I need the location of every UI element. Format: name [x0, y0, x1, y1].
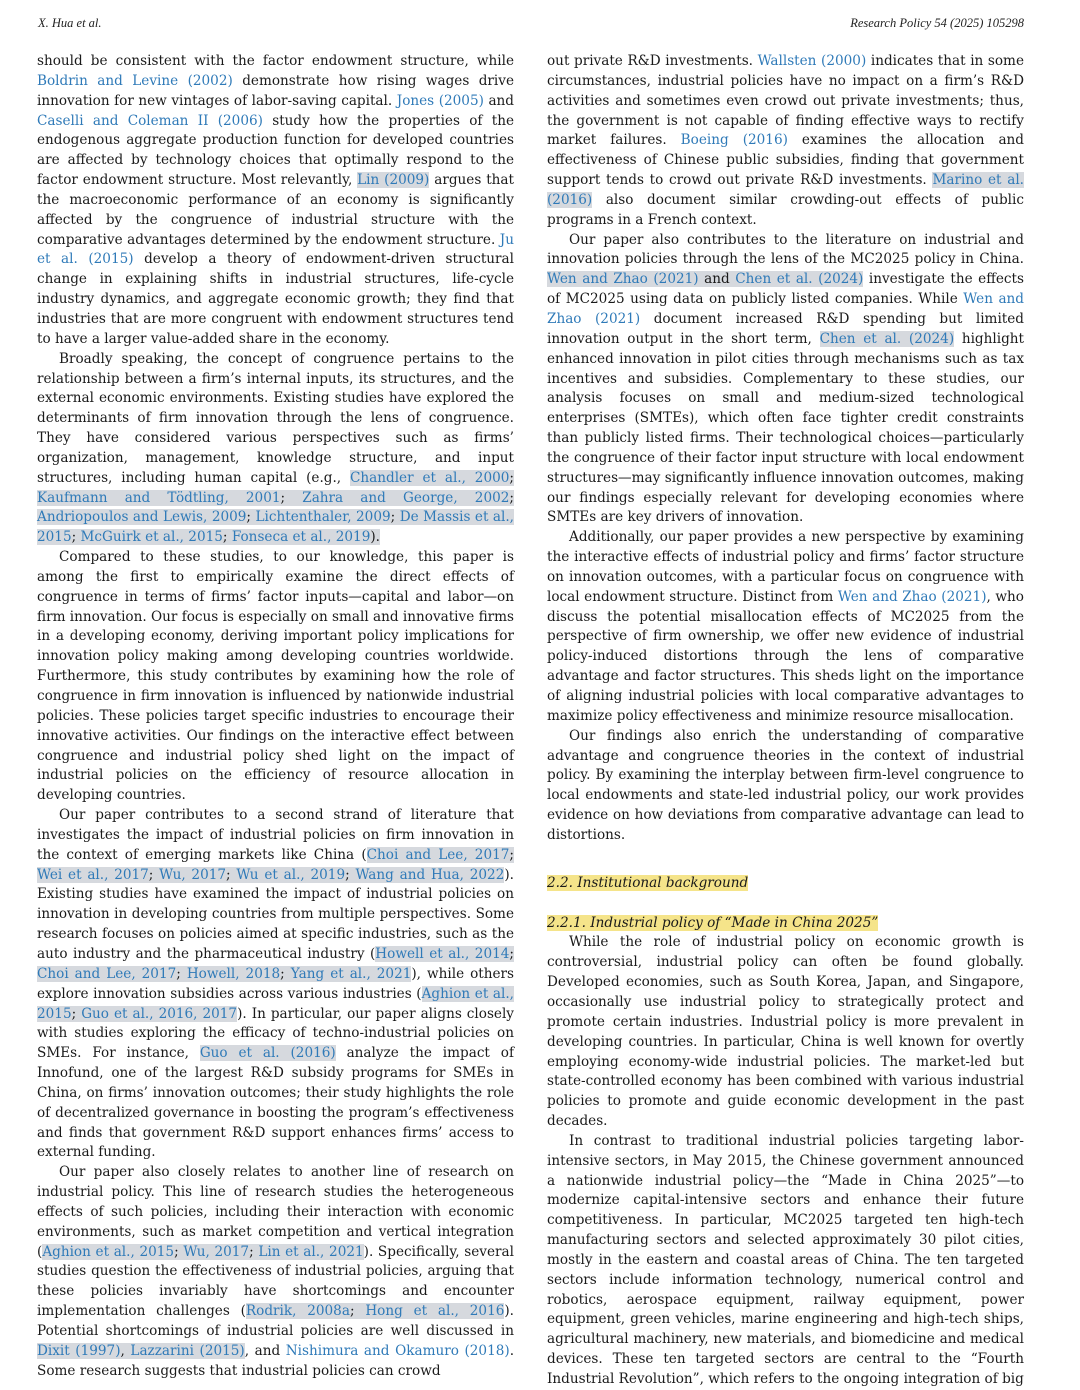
text: Our paper also contributes to the literature on industrial and innovation policies through the lens of the MC2025 policy in China.	[547, 231, 1024, 268]
text: ,	[120, 1342, 131, 1359]
text: document increased R&D spending but limited innovation output in the short term,	[547, 310, 1025, 347]
citation-link[interactable]: Lin (2009)	[357, 172, 430, 189]
citation-link[interactable]: Howell, 2018	[186, 965, 281, 982]
citation-link[interactable]: Guo et al., 2016, 2017	[81, 1005, 238, 1022]
citation-link[interactable]: Aghion et al., 2015	[37, 985, 514, 1022]
text: Our paper also closely relates to another line of research on industrial policy. This line of research studies the heterogeneous effects of such policies, including their interaction with economic environments, such as market competition and vertical integration (	[37, 1164, 514, 1260]
text: ;	[509, 489, 514, 506]
text: demonstrate how rising wages drive innovation for new vintages of labor-saving capital.	[37, 72, 514, 109]
citation-link[interactable]: Andriopoulos and Lewis, 2009	[37, 509, 247, 526]
text: out private R&D investments.	[547, 53, 758, 69]
citation-link[interactable]: Boeing (2016)	[680, 132, 788, 149]
text: analyze the impact of Innofund, one of the largest R&D subsidy programs for SMEs in China, on firms’ innovation outcomes; their study highlights the role of decentralized governance in boosting the program’s effectiveness and finds that government R&D support enhances firms’ access to external funding.	[37, 1045, 514, 1161]
citation-link[interactable]: De Massis et al., 2015	[37, 509, 515, 546]
citation-link[interactable]: Lichtenthaler, 2009	[255, 509, 391, 526]
paragraph	[37, 52, 514, 350]
citation-link[interactable]: Chen et al. (2024)	[819, 330, 955, 347]
citation-link[interactable]: Yang et al., 2021	[290, 965, 412, 982]
text: ;	[280, 965, 291, 982]
citation-link[interactable]: Nishimura and Okamuro (2018)	[285, 1342, 510, 1359]
section-heading	[547, 874, 1024, 894]
text: ;	[345, 866, 356, 883]
text: argues that the macroeconomic performance of an economy is significantly affected by the congruence of industrial structure with the comparative advantages determined by the endowment structure.	[37, 172, 514, 248]
paragraph	[547, 528, 1024, 726]
text: ;	[390, 509, 400, 526]
text: Broadly speaking, the concept of congruence pertains to the relationship between a firm’s internal inputs, its structures, and the external economic environments. Existing studies have explored the determinants of firm innovation through the lens of congruence. They have considered various perspectives such as firms’ organization, management, knowledge structure, and input structures, including human capital (e.g.,	[37, 350, 514, 486]
text: should be consistent with the factor endowment structure, while	[37, 53, 514, 69]
text: ;	[222, 529, 232, 546]
paragraph	[547, 52, 1024, 231]
subsection-title: 2.2.1. Industrial policy of “Made in China 2025”	[547, 914, 879, 931]
text: also document similar crowding-out effects of public programs in a French context.	[547, 191, 1024, 228]
text: ;	[349, 1303, 366, 1320]
text: study how the properties of the endogenous aggregate production function for developed countries are affected by technology choices that optimally respond to the factor endowment structure. Most relevantly,	[37, 112, 514, 189]
citation-link[interactable]: Fonseca et al., 2019	[231, 529, 371, 546]
text: ;	[226, 866, 237, 883]
paragraph: While the role of industrial policy on economic growth is controversial, industrial policy can often be found globally. Developed economies, such as South Korea, Japan, and Singapore, occasionally use industrial policy to strategically protect and promote certain industries. Industrial policy is more prevalent in developing countries. In particular, China is well known for overtly employing economy-wide industrial policies. The market-led but state-controlled economy has been combined with various industrial policies to promote and guide economic development in the past decades.	[547, 934, 1024, 1130]
text: and	[698, 271, 736, 288]
text: indicates that in some circumstances, industrial policies have no impact on a firm’s R&D activities and sometimes even crowd out private investments; thus, the government is not capable of finding effective ways to rectify market failures.	[547, 53, 1024, 149]
citation-link[interactable]: Chandler et al., 2000	[349, 469, 510, 486]
citation-link[interactable]: Wen and Zhao (2021)	[547, 271, 699, 288]
text: highlight enhanced innovation in pilot cities through mechanisms such as tax incentives and subsidies. Complementary to these studies, our analysis focuses on small and medium-sized technological enterprises (SMTEs), which often face tighter credit constraints than publicly listed firms. Their technological choices—particularly the congruence of their factor input structure with local endowment structures—may significantly influence innovation outcomes, making our findings especially relevant for developing economies where SMTEs are key drivers of innovation.	[547, 330, 1025, 526]
text: ;	[71, 529, 81, 546]
section-title: 2.2. Institutional background	[547, 874, 749, 891]
paragraph: Our findings also enrich the understanding of comparative advantage and congruence theories in the context of industrial policy. By examining the interplay between firm-level congruence to local endowments and state-led industrial policy, our work provides evidence on how deviations from comparative advantage can lead to distortions.	[547, 727, 1024, 843]
citation-link[interactable]: Wu et al., 2019	[236, 866, 346, 883]
citation-link[interactable]: Zahra and George, 2002	[302, 489, 510, 506]
citation-link[interactable]: Boldrin and Levine (2002)	[37, 72, 233, 89]
citation-link[interactable]: McGuirk et al., 2015	[80, 529, 223, 546]
text: ). In particular, our paper aligns closely with studies exploring the efficacy of techno-industrial policies on SMEs. For instance,	[37, 1005, 514, 1062]
text: ;	[148, 866, 160, 883]
citation-link[interactable]: Jones (2005)	[396, 92, 484, 109]
citation-link[interactable]: Marino et al. (2016)	[547, 172, 1024, 208]
citation-link[interactable]: Dixit (1997)	[37, 1342, 121, 1359]
citation-link[interactable]: Lin et al., 2021	[258, 1243, 364, 1260]
running-header	[38, 16, 1024, 38]
citation-link[interactable]: Caselli and Coleman II (2006)	[37, 112, 263, 129]
citation-link[interactable]: Aghion et al., 2015	[42, 1243, 175, 1260]
text: ). Potential shortcomings of industrial policies are well discussed in	[37, 1303, 514, 1339]
text: , and	[244, 1342, 286, 1359]
text: ;	[280, 489, 303, 506]
citation-link[interactable]: Wu, 2017	[159, 866, 227, 883]
citation-link[interactable]: Wen and Zhao (2021)	[837, 588, 987, 605]
header-authors: X. Hua et al.	[38, 16, 102, 30]
header-journal: Research Policy 54 (2025) 105298	[850, 16, 1024, 30]
paragraph	[37, 350, 514, 548]
text: . Some research suggests that industrial policies can crowd	[37, 1342, 515, 1379]
citation-link[interactable]: Choi and Lee, 2017	[37, 965, 177, 982]
citation-link[interactable]: Ju et al. (2015)	[37, 231, 514, 268]
text: ;	[509, 945, 514, 962]
text: ). Existing studies have examined the impact of industrial policies on innovation in developing countries from multiple perspectives. Some research focuses on policies aimed at specific industries, such as the auto industry and the pharmaceutical industry (	[37, 866, 514, 962]
citation-link[interactable]: Kaufmann and Tödtling, 2001	[37, 489, 281, 506]
text: ;	[71, 1005, 82, 1022]
paragraph	[547, 231, 1024, 529]
subsection-heading	[547, 914, 1024, 934]
citation-link[interactable]: Hong et al., 2016	[365, 1303, 505, 1320]
text: ;	[249, 1243, 259, 1260]
text: , who discuss the potential misallocation effects of MC2025 from the perspective of firm ownership, we offer new evidence of industrial policy-induced distortions through the lens of comparative advantage and factor structures. This sheds light on the importance of aligning industrial policies with local comparative advantages to maximize policy effectiveness and minimize resource misallocation.	[547, 588, 1024, 724]
citation-link[interactable]: Chen et al. (2024)	[735, 271, 864, 288]
left-column	[37, 52, 514, 1382]
citation-link[interactable]: Rodrik, 2008a	[245, 1303, 350, 1320]
text: develop a theory of endowment-driven structural change in explaining shifts in industrial structures, life-cycle industry dynamics, and aggregate economic growth; they find that industries that are more congruent with endowment structures tend to have a larger value-added share in the economy.	[37, 251, 514, 347]
text: ). Specifically, several studies question the effectiveness of industrial policies, arguing that these policies invariably have shortcomings and encounter implementation challenges (	[37, 1243, 514, 1320]
citation-link[interactable]: Howell et al., 2014	[375, 945, 510, 962]
citation-link[interactable]: Wu, 2017	[183, 1243, 250, 1260]
text: Our paper contributes to a second strand of literature that investigates the impact of industrial policies on firm innovation in the context of emerging markets like China (	[37, 807, 514, 863]
right-column	[547, 52, 1024, 1390]
text: Additionally, our paper provides a new perspective by examining the interactive effects of industrial policy and firms’ factor structure on innovation outcomes, with a particular focus on congruence with local endowment structure. Distinct from	[547, 529, 1024, 605]
paragraph	[37, 1163, 514, 1381]
text: examines the allocation and effectiveness of Chinese public subsidies, finding that government support tends to crowd out private R&D investments.	[547, 132, 1025, 189]
text: ;	[509, 469, 514, 486]
text: ).	[370, 529, 380, 546]
text: ;	[174, 1243, 184, 1260]
citation-link[interactable]: Wei et al., 2017	[37, 866, 149, 883]
text: ), while others explore innovation subsidies across various industries (	[37, 965, 515, 1002]
paragraph: Compared to these studies, to our knowledge, this paper is among the first to empirically examine the direct effects of congruence in terms of firms’ factor inputs—capital and labor—on firm innovation. Our focus is especially on small and innovative firms in a developing economy, deriving important policy implications for innovation policy making among developing countries worldwide. Furthermore, this study contributes by examining how the role of congruence in firm innovation is influenced by nationwide industrial policies. These policies target specific industries to encourage their innovative activities. Our findings on the interactive effect between congruence and industrial policy shed light on the impact of industrial policies on the efficiency of resource allocation in developing countries.	[37, 549, 515, 804]
citation-link[interactable]: Wen and Zhao (2021)	[547, 291, 1025, 327]
paragraph: In contrast to traditional industrial policies targeting labor-intensive sectors, in May 2015, the Chinese government announced a nationwide industrial policy—the “Made in China 2025”—to modernize capital-intensive sectors and enhance their future competitiveness. In particular, MC2025 targeted ten high-tech manufacturing sectors and selected approximately 30 pilot cities, mostly in the eastern and coastal areas of China. The ten targeted sectors include information technology, numerical control and robotics, aerospace equipment, railway equipment, power equipment, green vehicles, marine engineering and high-tech ships, agricultural machinery, new materials, and biomedicine and medical devices. These ten targeted sectors are central to the “Fourth Industrial Revolution”, which refers to the ongoing integration of big	[547, 1132, 1024, 1387]
text: and	[483, 92, 515, 109]
text: investigate the effects of MC2025 using data on publicly listed companies. While	[547, 271, 1024, 308]
citation-link[interactable]: Choi and Lee, 2017	[366, 846, 510, 863]
citation-link[interactable]: Wallsten (2000)	[757, 53, 867, 69]
paragraph	[37, 806, 514, 1163]
text: ;	[509, 846, 514, 863]
citation-link[interactable]: Lazzarini (2015)	[130, 1342, 245, 1359]
citation-link[interactable]: Guo et al. (2016)	[199, 1045, 336, 1062]
text: ;	[176, 965, 187, 982]
citation-link[interactable]: Wang and Hua, 2022	[355, 866, 505, 883]
text: ;	[246, 509, 256, 526]
